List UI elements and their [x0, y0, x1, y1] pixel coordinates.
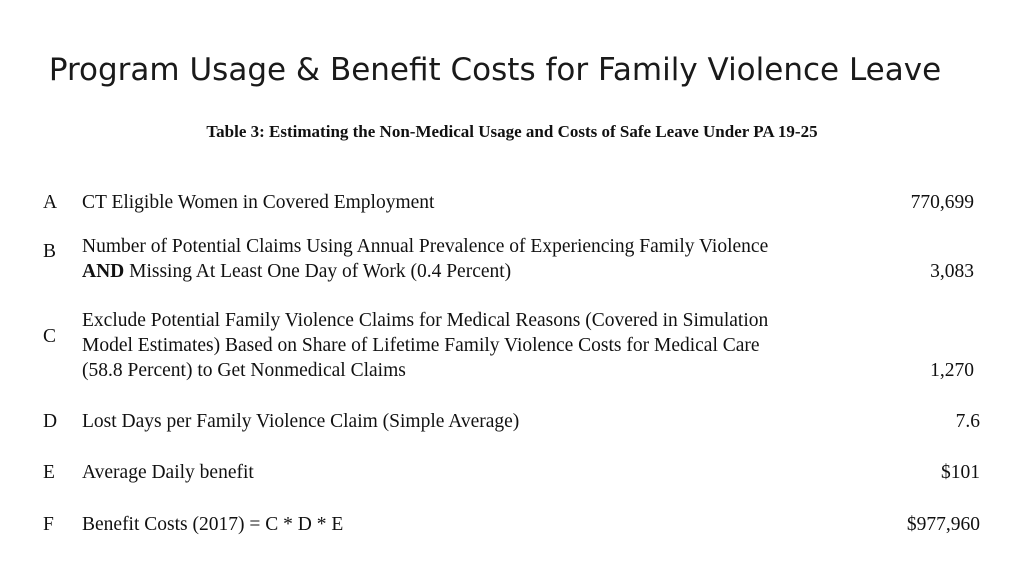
row-description-line: Exclude Potential Family Violence Claims for Medical Reasons (Covered in Simulation [82, 310, 769, 331]
row-value: 770,699 [910, 192, 974, 213]
row-letter: F [43, 514, 54, 535]
emphasis-text: AND [82, 261, 125, 282]
row-letter: B [43, 241, 57, 262]
row-description [82, 308, 862, 383]
row-description-line-2 [82, 259, 862, 284]
row-description-line: Model Estimates) Based on Share of Lifetime Family Violence Costs for Medical Care [82, 335, 760, 356]
row-value: 7.6 [955, 411, 980, 432]
row-description [82, 409, 862, 434]
row-value: $977,960 [906, 514, 980, 535]
row-description [82, 460, 862, 485]
row-value: $101 [941, 462, 980, 483]
row-description [82, 234, 862, 284]
row-letter: E [43, 462, 55, 483]
row-description-line: Benefit Costs (2017) = C * D * E [82, 514, 344, 535]
table-caption: Table 3: Estimating the Non-Medical Usage and Costs of Safe Leave Under PA 19-25 [206, 122, 818, 141]
row-description-line: Missing At Least One Day of Work (0.4 Percent) [129, 261, 512, 282]
row-letter: C [43, 326, 57, 347]
row-description-line: Lost Days per Family Violence Claim (Simple Average) [82, 411, 520, 432]
row-description-line: CT Eligible Women in Covered Employment [82, 192, 435, 213]
row-description-line: Average Daily benefit [82, 462, 254, 483]
slide-title: Program Usage & Benefit Costs for Family Violence Leave [48, 52, 942, 88]
row-letter: D [43, 411, 58, 432]
row-description-line: Number of Potential Claims Using Annual Prevalence of Experiencing Family Violence [82, 236, 769, 257]
row-value: 3,083 [930, 261, 974, 282]
row-value: 1,270 [930, 360, 974, 381]
row-description [82, 512, 862, 537]
row-letter: A [43, 192, 58, 213]
row-description-line: (58.8 Percent) to Get Nonmedical Claims [82, 360, 406, 381]
row-description [82, 190, 862, 215]
